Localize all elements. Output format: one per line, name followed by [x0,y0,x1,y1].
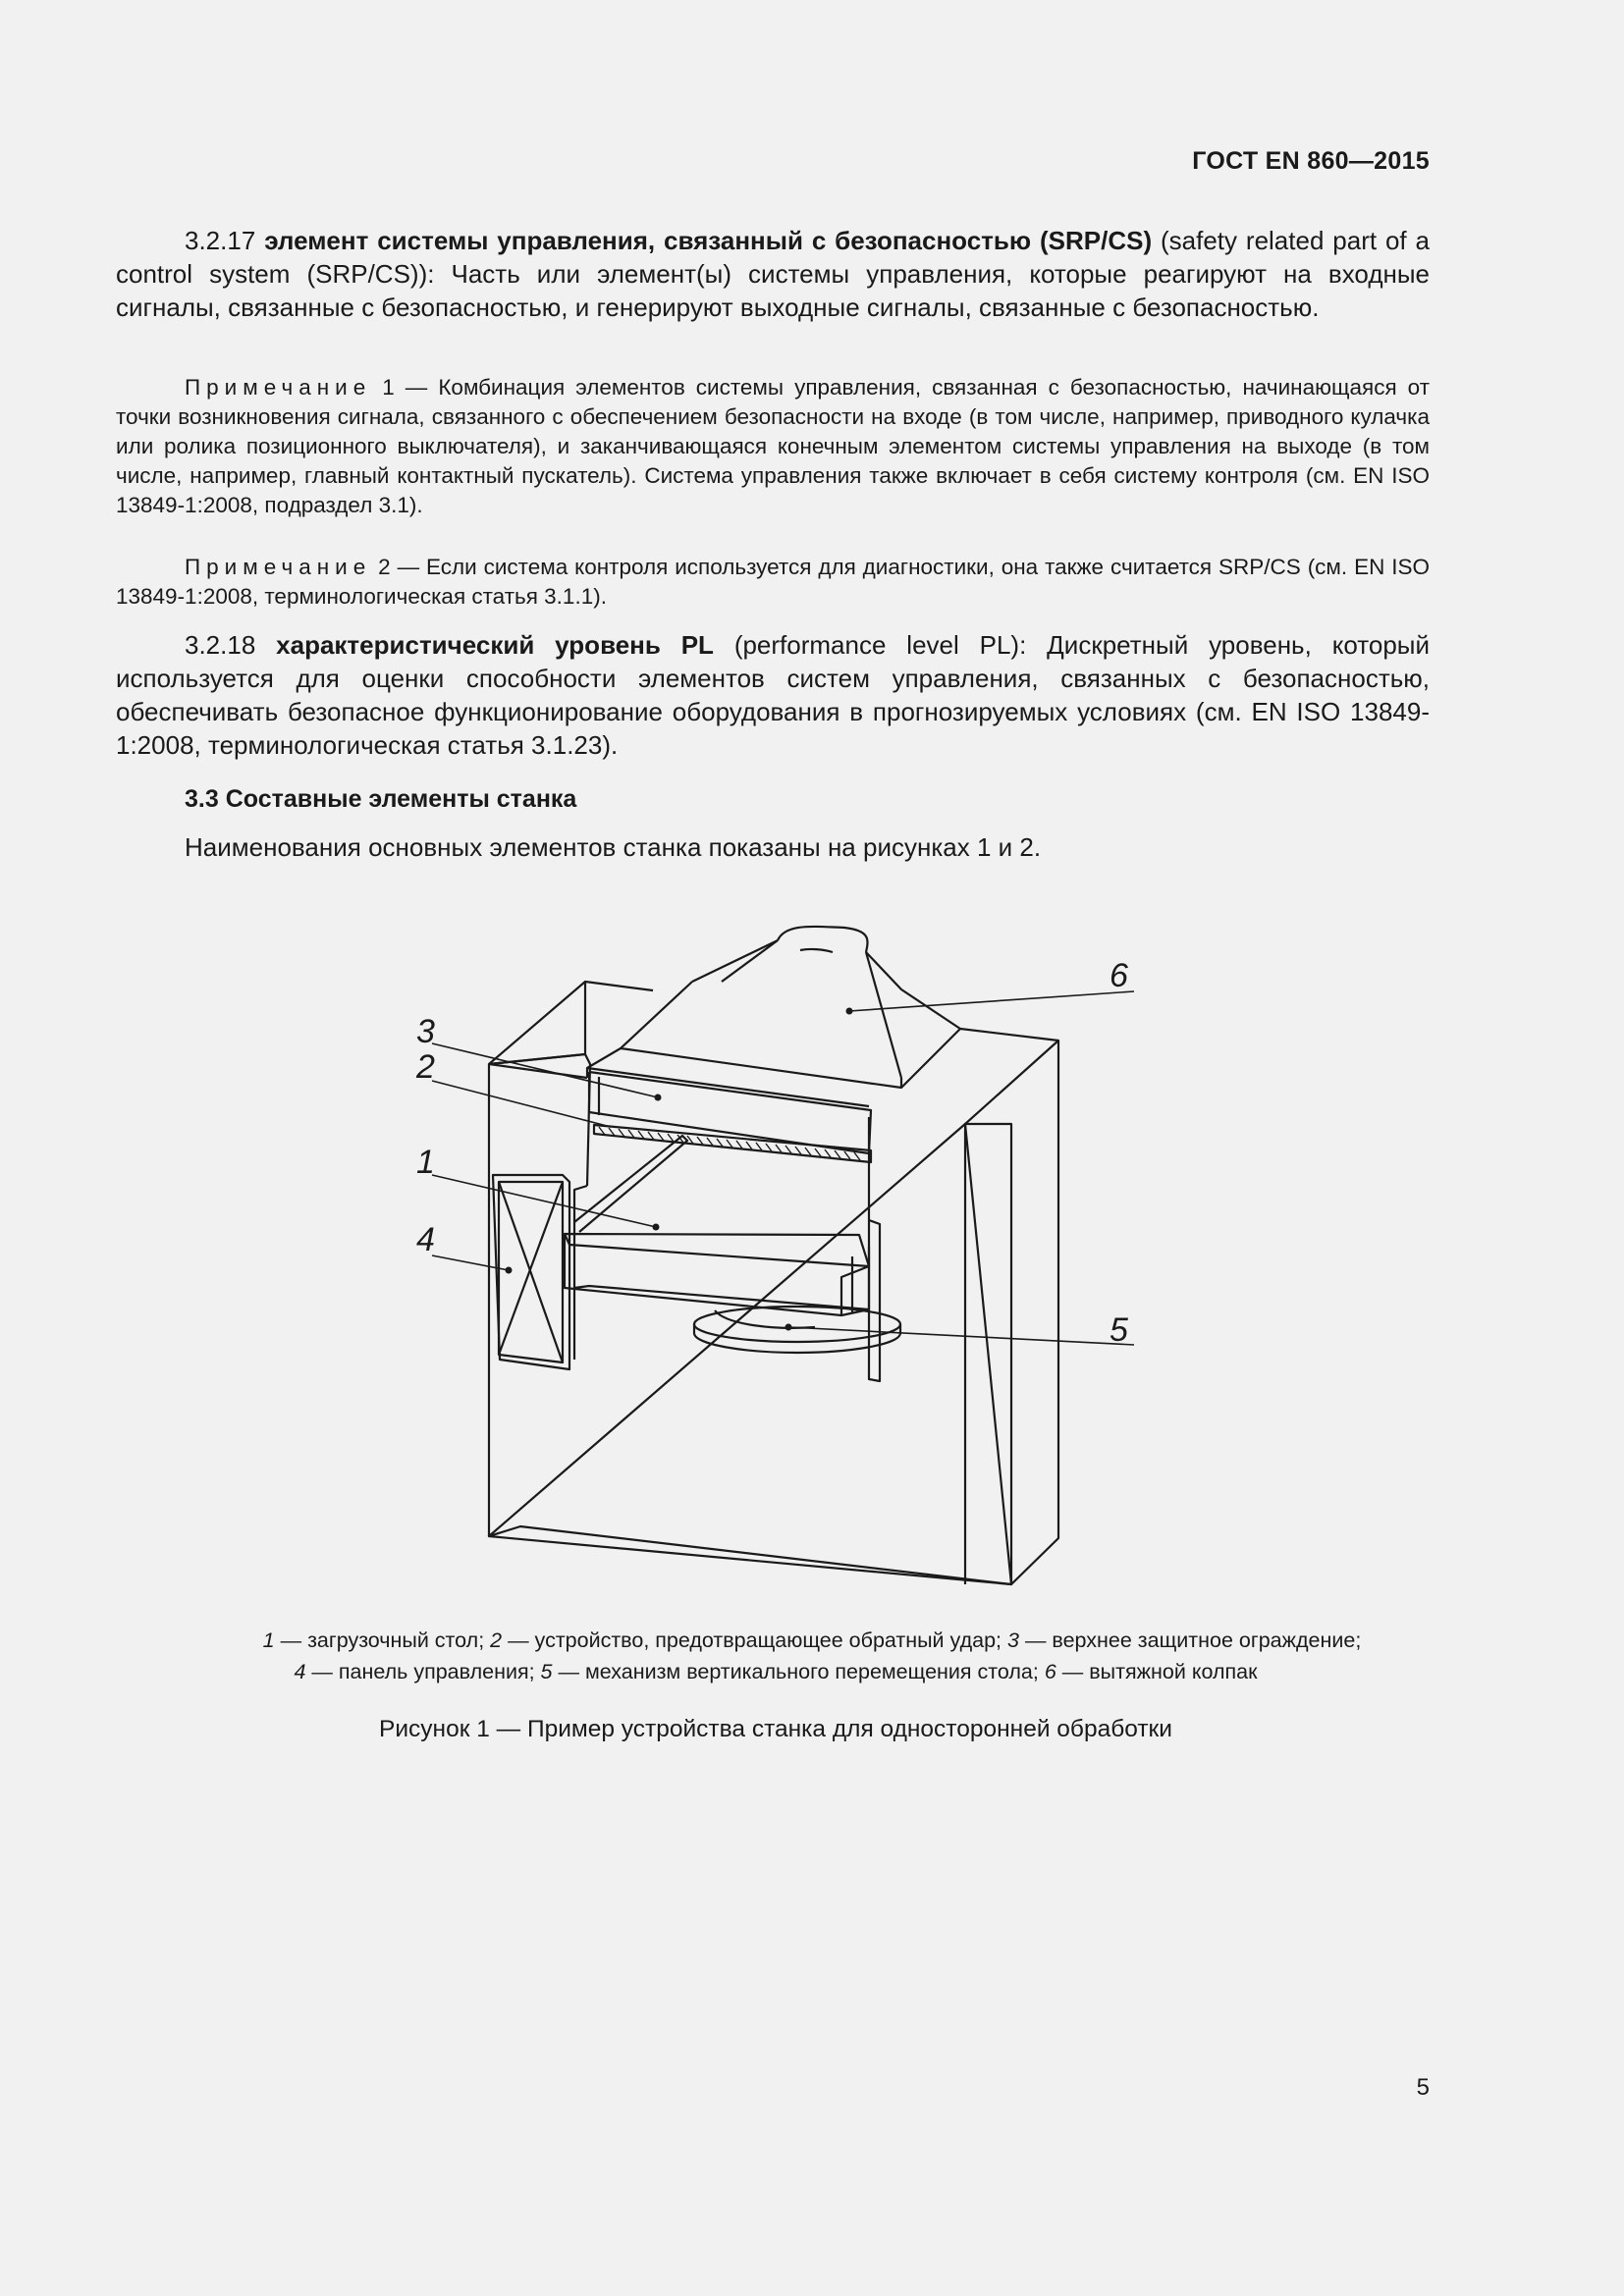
legend-text: — верхнее защитное ограждение; [1018,1629,1362,1652]
section-title: 3.3 Составные элементы станка [185,785,577,813]
figure-title: Рисунок 1 — Пример устройства станка для односторонней обработки [379,1716,1172,1742]
legend-text: — механизм вертикального перемещения стола; [552,1660,1045,1683]
legend-text: — вытяжной колпак [1056,1660,1258,1683]
note-2 [116,553,1430,612]
callout-2: 2 [416,1048,435,1086]
callout-1: 1 [416,1144,435,1181]
clause-number: 3.2.17 [185,226,265,255]
machine-figure [403,913,1188,1600]
note-text: 1 — Комбинация элементов системы управления, связанная с безопасностью, начинающаяся от точки возникновения сигнала, связанного с обеспечением безопасности на входе (в том числе, например, приводного кулачка или ролика позиционного выключателя), и заканчивающаяся конечным элементом системы управления на выходе (в том числе, например, главный контактный пускатель). Система управления также включает в себя систему контроля (см. EN ISO 13849-1:2008, подраздел 3.1). [116,375,1430,517]
callout-5: 5 [1110,1311,1128,1349]
page-number: 5 [1416,2074,1430,2101]
clause-definition: (performance level PL): Дискретный уровень, который используется для оценки способности элементов систем управления, связанных с безопасностью, обеспечивать безопасное функционирование оборудования в прогнозируемых условиях (см. EN ISO 13849-1:2008, терминологическая статья 3.1.23). [116,630,1430,760]
legend-text: — устройство, предотвращающее обратный удар; [502,1629,1007,1652]
clause-3-2-18 [116,628,1430,762]
note-text: 2 — Если система контроля используется для диагностики, она также считается SRP/CS (см. EN ISO 13849-1:2008, терминологическая статья 3.1.1). [116,555,1430,609]
callout-6: 6 [1110,957,1128,994]
legend-num: 5 [540,1660,553,1683]
document-header: ГОСТ EN 860—2015 [1192,147,1430,175]
legend-num: 4 [294,1660,306,1683]
callout-3: 3 [416,1013,435,1050]
machine-body [489,982,1058,1584]
clause-term: элемент системы управления, связанный с безопасностью (SRP/CS) [264,226,1153,255]
legend-num: 3 [1007,1629,1019,1652]
note-1 [116,373,1430,520]
clause-number: 3.2.18 [185,630,277,660]
anti-kickback-device [594,1125,871,1162]
clause-definition: (safety related part of a control system (SRP/CS)): Часть или элемент(ы) системы управления, которые реагируют на входные сигналы, связанные с безопасностью, и генерируют выходные сигналы, связанные с безопасностью. [116,226,1431,322]
loading-table [565,1136,869,1315]
legend-num: 6 [1044,1660,1056,1683]
legend-num: 2 [490,1629,503,1652]
legend-text: — панель управления; [305,1660,541,1683]
section-intro: Наименования основных элементов станка показаны на рисунках 1 и 2. [185,832,1042,862]
callout-4: 4 [416,1221,435,1258]
upper-guard [589,1072,871,1153]
legend-text: — загрузочный стол; [274,1629,491,1652]
clause-3-2-17 [116,224,1430,324]
note-label: Примечание [185,555,372,579]
figure-legend-line-2 [0,1657,1551,1686]
figure-legend-line-1 [0,1626,1624,1655]
clause-term: характеристический уровень PL [276,630,714,660]
legend-num: 1 [262,1629,275,1652]
note-label: Примечание [185,375,372,400]
